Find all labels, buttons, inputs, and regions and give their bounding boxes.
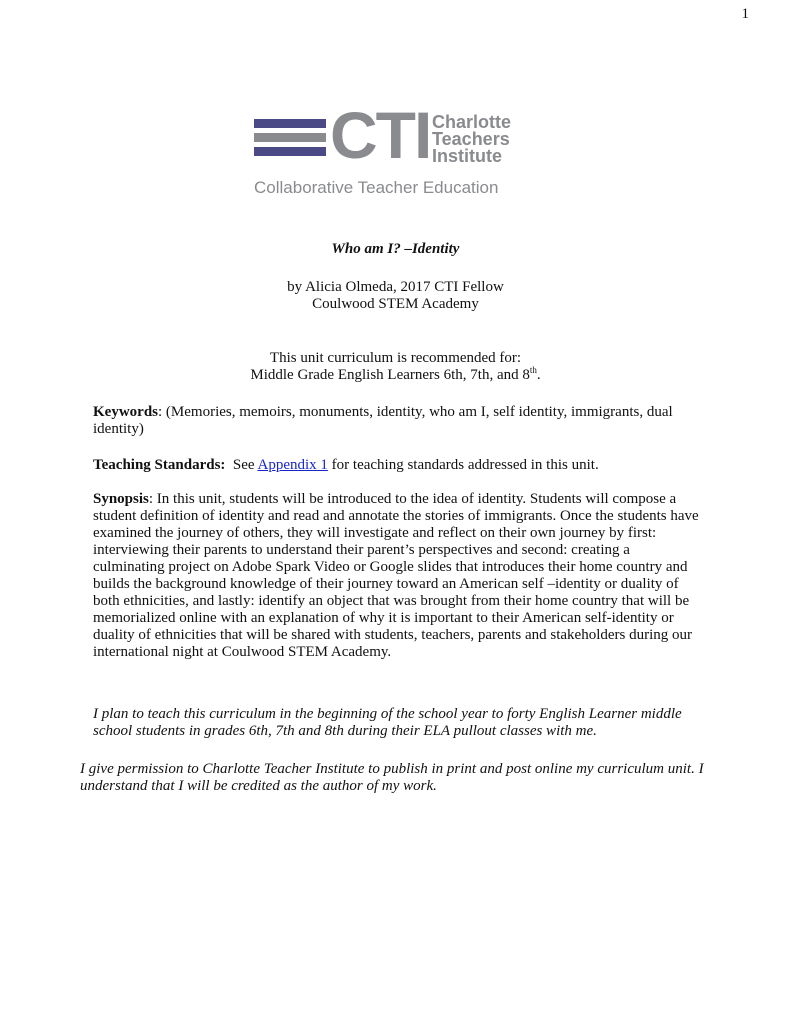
logo-name-line: Institute	[432, 146, 502, 166]
synopsis-label: Synopsis	[93, 491, 149, 507]
keywords-label: Keywords	[93, 404, 158, 420]
appendix-link[interactable]: Appendix 1	[257, 457, 328, 473]
logo-name-line: Charlotte	[432, 112, 512, 132]
keywords-text: : (Memories, memoirs, monuments, identity, who am I, self identity, immigrants, dual identity)	[93, 404, 673, 437]
standards-label: Teaching Standards:	[93, 457, 226, 473]
recommendation-grades: Middle Grade English Learners 6th, 7th, and 8th.	[250, 365, 541, 383]
school-name: Coulwood STEM Academy	[312, 296, 479, 312]
recommendation-block	[0, 350, 791, 384]
author-block	[0, 279, 791, 313]
page-number: 1	[741, 6, 749, 22]
cti-logo	[252, 98, 542, 202]
logo-bars-icon	[254, 119, 326, 161]
logo-name	[432, 114, 511, 165]
plan-statement: I plan to teach this curriculum in the beginning of the school year to forty English Learner middle school students in grades 6th, 7th and 8th during their ELA pullout classes with me.	[93, 706, 682, 739]
logo-tagline: Collaborative Teacher Education	[254, 178, 499, 197]
byline: by Alicia Olmeda, 2017 CTI Fellow	[287, 279, 504, 295]
logo-mark: CTI	[330, 98, 431, 172]
document-title: Who am I? –Identity	[331, 241, 460, 257]
synopsis-paragraph	[93, 491, 705, 661]
keywords-paragraph	[93, 404, 703, 438]
recommendation-intro: This unit curriculum is recommended for:	[269, 350, 522, 366]
standards-paragraph: Teaching Standards: See Appendix 1 for teaching standards addressed in this unit.	[93, 457, 599, 473]
permission-statement: I give permission to Charlotte Teacher Institute to publish in print and post online my curriculum unit. I understand that I will be credited as the author of my work.	[80, 761, 704, 794]
logo-name-line: Teachers	[432, 129, 510, 149]
synopsis-text: : In this unit, students will be introduced to the idea of identity. Students will compose a student definition of identity and read and annotate the stories of immigrants. Once the students have examined the journey of others, they will investigate and reflect on their own journey by first: interviewing their parents to understand their parent’s perspectives and second: creating a culminating project on Adobe Spark Video or Google slides that introduces their home country and builds the background knowledge of their journey toward an American self –identity or duality of both ethnicities, and lastly: identify an object that was brought from their home country that will be memorialized online with an explanation of why it is important to their American self-identity or duality of ethnicities that will be shared with students, teachers, parents and stakeholders during our international night at Coulwood STEM Academy.	[93, 491, 699, 660]
